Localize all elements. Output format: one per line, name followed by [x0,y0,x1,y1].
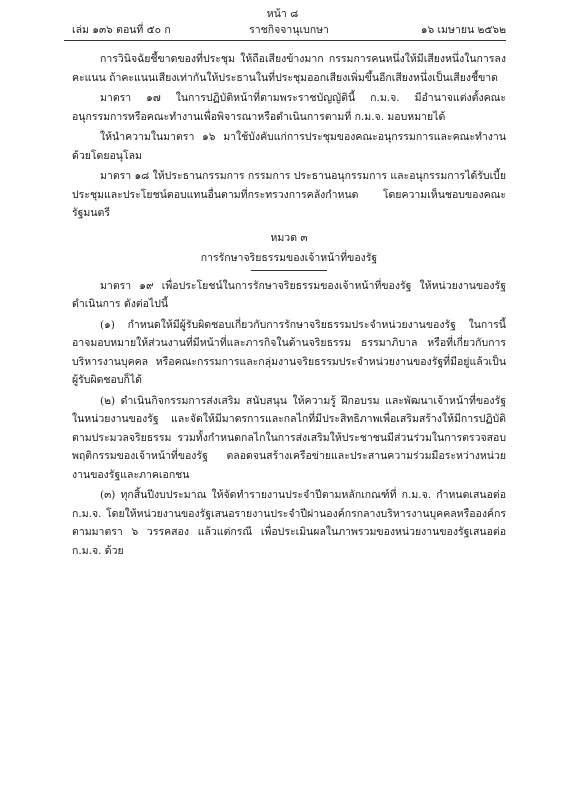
volume-issue: เล่ม ๑๓๖ ตอนที่ ๕๐ ก [72,24,171,36]
section-18: มาตรา ๑๘ ให้ประธานกรรมการ กรรมการ ประธานอนุกรรมการ และอนุกรรมการได้รับเบี้ยประชุมและประโยชน์ตอบแทนอื่นตามที่กระทรวงการคลังกำหนด โดยความเห็นชอบของคณะรัฐมนตรี [72,170,506,219]
publication-title: ราชกิจจานุเบกษา [249,24,329,36]
page-header [72,21,506,37]
section-19-item-2: (๒) ดำเนินกิจกรรมการส่งเสริม สนับสนุน ให้ความรู้ ฝึกอบรม และพัฒนาเจ้าหน้าที่ของรัฐในหน่วยงานของรัฐ และจัดให้มีมาตรการและกลไกที่มีประสิทธิภาพเพื่อเสริมสร้างให้มีการปฏิบัติตามประมวลจริยธรรม รวมทั้งกำหนดกลไกในการส่งเสริมให้ประชาชนมีส่วนร่วมในการตรวจสอบพฤติกรรมของเจ้าหน้าที่ของรัฐ ตลอดจนสร้างเครือข่ายและประสานความร่วมมือระหว่างหน่วยงานของรัฐและภาคเอกชน [72,394,506,481]
chapter-title: การรักษาจริยธรรมของเจ้าหน้าที่ของรัฐ [200,252,378,264]
chapter-number: หมวด ๓ [270,231,308,244]
section-19-item-3: (๓) ทุกสิ้นปีงบประมาณ ให้จัดทำรายงานประจำปีตามหลักเกณฑ์ที่ ก.ม.จ. กำหนดเสนอต่อ ก.ม.จ. โดยให้หน่วยงานของรัฐเสนอรายงานประจำปีผ่านองค์กรกลางบริหารงานบุคคลหรือองค์กรตามมาตรา ๖ วรรคสอง แล้วแต่กรณี เพื่อประเมินผลในภาพรวมของหน่วยงานของรัฐเสนอต่อ ก.ม.จ. ด้วย [72,489,506,557]
publication-date: ๑๖ เมษายน ๒๕๖๒ [420,24,506,36]
page-number: หน้า ๘ [266,8,299,20]
section-19-intro: มาตรา ๑๙ เพื่อประโยชน์ในการรักษาจริยธรรมของเจ้าหน้าที่ของรัฐ ให้หน่วยงานของรัฐดำเนินการ ดังต่อไปนี้ [72,279,506,310]
section-17: มาตรา ๑๗ ในการปฏิบัติหน้าที่ตามพระราชบัญญัตินี้ ก.ม.จ. มีอำนาจแต่งตั้งคณะอนุกรรมการหรือคณะทำงานเพื่อพิจารณาหรือดำเนินการตามที่ ก.ม.จ. มอบหมายได้ [72,92,506,123]
paragraph-vote: การวินิจฉัยชี้ขาดของที่ประชุม ให้ถือเสียงข้างมาก กรรมการคนหนึ่งให้มีเสียงหนึ่งในการลงคะแนน ถ้าคะแนนเสียงเท่ากันให้ประธานในที่ประชุมออกเสียงเพิ่มขึ้นอีกเสียงหนึ่งเป็นเสียงชี้ขาด [72,53,506,84]
section-16-reference: ให้นำความในมาตรา ๑๖ มาใช้บังคับแก่การประชุมของคณะอนุกรรมการและคณะทำงานด้วยโดยอนุโลม [72,131,506,162]
header-divider [64,40,506,41]
document-body [72,50,506,562]
chapter-underline [251,270,327,271]
section-19-item-1: (๑) กำหนดให้มีผู้รับผิดชอบเกี่ยวกับการรักษาจริยธรรมประจำหน่วยงานของรัฐ ในการนี้อาจมอบหมายให้ส่วนงานที่มีหน้าที่และภารกิจในด้านจริยธรรม ธรรมาภิบาล หรือที่เกี่ยวกับการบริหารงานบุคคล หรือคณะกรรมการและกลุ่มงานจริยธรรมประจำหน่วยงานของรัฐที่มีอยู่แล้วเป็นผู้รับผิดชอบก็ได้ [72,318,506,386]
